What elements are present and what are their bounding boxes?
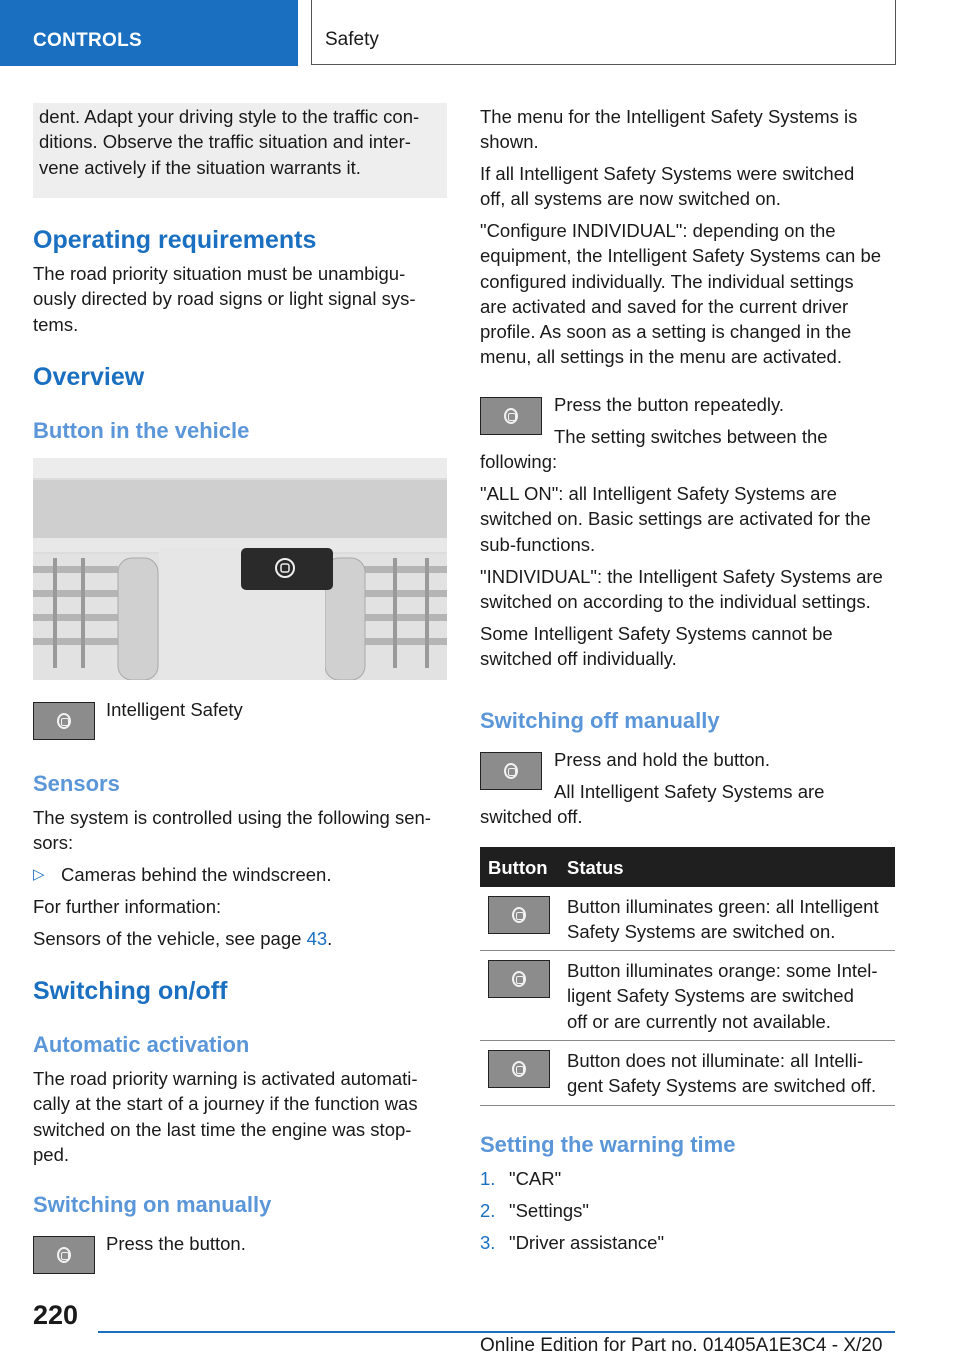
intelligent-safety-icon bbox=[512, 971, 526, 987]
step-number: 1. bbox=[480, 1168, 496, 1189]
intelligent-safety-button-icon-off bbox=[480, 752, 542, 790]
button-green-icon bbox=[488, 896, 550, 934]
sensors-ref-suffix: . bbox=[327, 928, 333, 949]
status-row-orange: Button illuminates orange: some Intel- ligent Safety Systems are switched off or are currently not available. bbox=[567, 960, 878, 1032]
step-text: "Driver assistance" bbox=[509, 1232, 665, 1253]
sensors-bullet-text: Cameras behind the windscreen. bbox=[61, 864, 332, 885]
press-repeatedly-text: Press the button repeatedly. bbox=[554, 394, 785, 415]
sensors-reference bbox=[33, 926, 332, 951]
switching-on-off-heading: Switching on/off bbox=[33, 977, 228, 1005]
switching-off-manually-heading: Switching off manually bbox=[480, 708, 720, 733]
button-in-vehicle-heading: Button in the vehicle bbox=[33, 418, 250, 443]
status-table-header bbox=[480, 847, 895, 887]
warning-text: dent. Adapt your driving style to the traffic con- ditions. Observe the traffic situation and inter- vene actively if the situation warrants it. bbox=[39, 106, 420, 178]
status-row-green: Button illuminates green: all Intelligent Safety Systems are switched on. bbox=[567, 896, 879, 943]
all-on-text: "ALL ON": all Intelligent Safety Systems are switched on. Basic settings are activated for the sub-functions. bbox=[480, 483, 871, 555]
bullet-arrow-icon: ▷ bbox=[33, 866, 45, 883]
vehicle-dashboard-photo bbox=[33, 458, 447, 680]
table-row-divider bbox=[480, 1105, 895, 1106]
page-43-link[interactable]: 43 bbox=[306, 928, 328, 949]
section-tab bbox=[0, 0, 298, 66]
intelligent-safety-icon bbox=[512, 907, 526, 923]
step-text: "Settings" bbox=[509, 1200, 589, 1221]
footer-divider bbox=[98, 1331, 895, 1333]
intelligent-safety-icon bbox=[512, 1061, 526, 1077]
further-info-text: For further information: bbox=[33, 896, 222, 917]
intelligent-safety-icon bbox=[57, 713, 71, 729]
edition-text: Online Edition for Part no. 01405A1E3C4 - X/20 bbox=[480, 1335, 883, 1356]
intelligent-safety-icon bbox=[504, 763, 518, 779]
menu-shown-text: The menu for the Intelligent Safety Systems is shown. bbox=[480, 106, 858, 153]
column-header-status: Status bbox=[567, 857, 624, 878]
table-row-divider bbox=[480, 1040, 895, 1041]
all-switched-off-text-cont: switched off. bbox=[480, 806, 583, 827]
sensors-ref-prefix: Sensors of the vehicle, see page bbox=[33, 928, 307, 949]
switching-on-manually-heading: Switching on manually bbox=[33, 1192, 272, 1217]
button-orange-icon bbox=[488, 960, 550, 998]
step-text: "CAR" bbox=[509, 1168, 562, 1189]
column-header-button: Button bbox=[488, 857, 548, 878]
press-hold-text: Press and hold the button. bbox=[554, 749, 770, 770]
switches-between-text-cont: following: bbox=[480, 451, 558, 472]
setting-warning-time-heading: Setting the warning time bbox=[480, 1132, 736, 1157]
button-off-icon bbox=[488, 1050, 550, 1088]
intelligent-safety-icon bbox=[504, 408, 518, 424]
step-number: 3. bbox=[480, 1232, 496, 1253]
all-off-text: If all Intelligent Safety Systems were switched off, all systems are now switched on. bbox=[480, 163, 855, 210]
switches-between-text: The setting switches between the bbox=[554, 426, 828, 447]
topic-tab bbox=[311, 0, 896, 65]
intelligent-safety-button-icon bbox=[33, 702, 95, 740]
step-number: 2. bbox=[480, 1200, 496, 1221]
press-button-text: Press the button. bbox=[106, 1233, 246, 1254]
intelligent-safety-icon bbox=[57, 1247, 71, 1263]
dashboard-illustration bbox=[33, 458, 447, 680]
table-row-divider bbox=[480, 950, 895, 951]
sensors-heading: Sensors bbox=[33, 771, 120, 796]
all-switched-off-text: All Intelligent Safety Systems are bbox=[554, 781, 825, 802]
status-row-off: Button does not illuminate: all Intelli- gent Safety Systems are switched off. bbox=[567, 1050, 877, 1097]
section-title: CONTROLS bbox=[33, 30, 143, 51]
page-number: 220 bbox=[33, 1300, 79, 1330]
intelligent-safety-button-icon-repeat bbox=[480, 397, 542, 435]
intelligent-safety-button-icon-on bbox=[33, 1236, 95, 1274]
warning-box bbox=[33, 103, 447, 198]
topic-title: Safety bbox=[325, 29, 379, 50]
configure-individual-text: "Configure INDIVIDUAL": depending on the equipment, the Intelligent Safety Systems can be configured individually. The individual settings are activated and saved for the current driver profile. As soon as a setting is changed in the menu, all settings in the menu are activated. bbox=[480, 220, 882, 368]
sensors-text: The system is controlled using the following sen- sors: bbox=[33, 807, 431, 854]
operating-requirements-heading: Operating requirements bbox=[33, 226, 317, 254]
automatic-activation-text: The road priority warning is activated automati- cally at the start of a journey if the function was switched on the last time the engine was stop- ped. bbox=[33, 1068, 418, 1165]
overview-heading: Overview bbox=[33, 363, 145, 391]
cannot-switch-off-text: Some Intelligent Safety Systems cannot be switched off individually. bbox=[480, 623, 833, 670]
intelligent-safety-label: Intelligent Safety bbox=[106, 699, 243, 720]
automatic-activation-heading: Automatic activation bbox=[33, 1032, 250, 1057]
operating-requirements-text: The road priority situation must be unambigu- ously directed by road signs or light signal sys- tems. bbox=[33, 263, 416, 335]
individual-text: "INDIVIDUAL": the Intelligent Safety Systems are switched on according to the individual settings. bbox=[480, 566, 883, 613]
